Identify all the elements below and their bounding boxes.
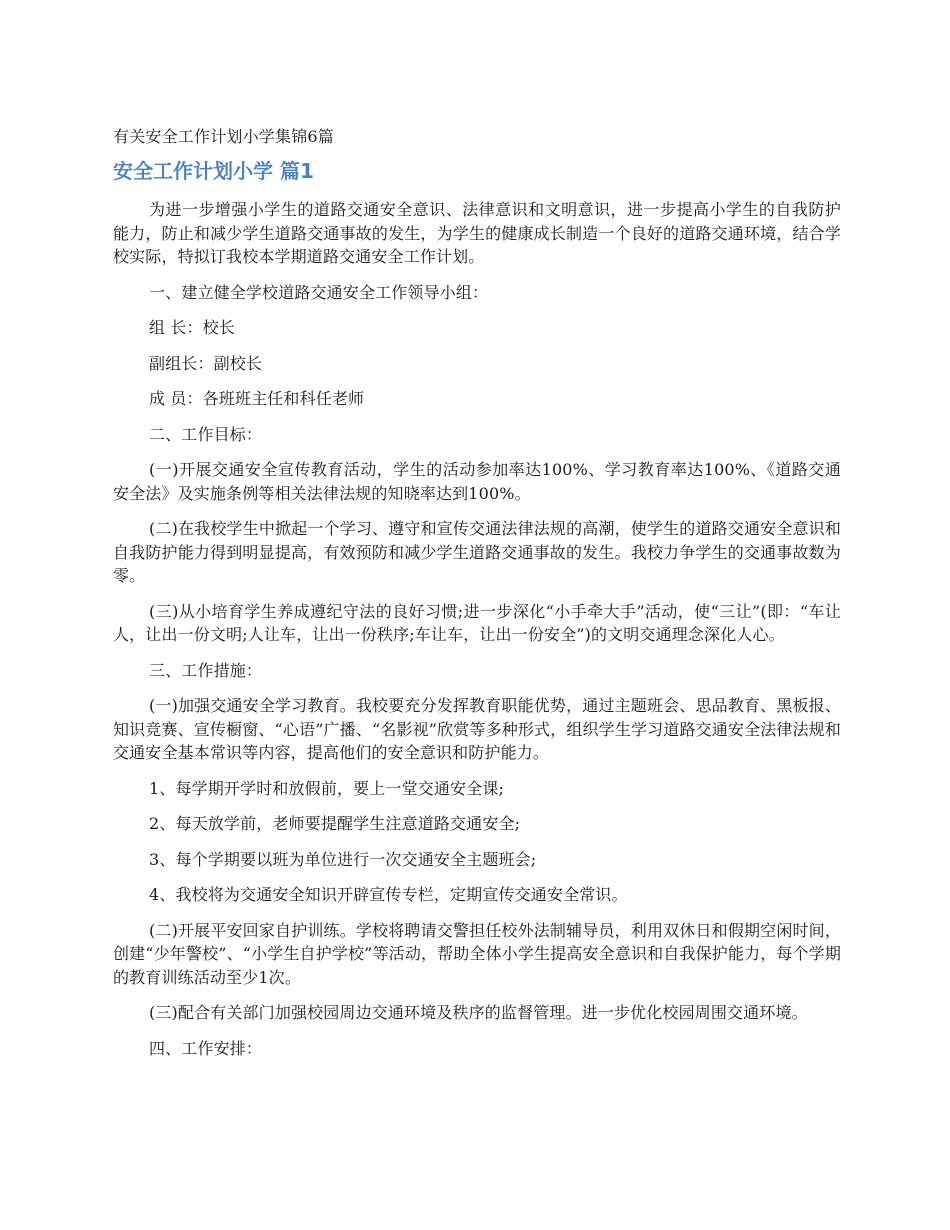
paragraph-goal-3: (三)从小培育学生养成遵纪守法的良好习惯;进一步深化“小手牵大手”活动，使“三让”(即：“车让人，让出一份文明;人让车，让出一份秩序;车让车，让出一份安全”)的文明交通理念深化人心。 bbox=[113, 601, 841, 644]
paragraph-section-2-heading: 二、工作目标： bbox=[149, 424, 263, 444]
paragraph-leader: 组 长：校长 bbox=[149, 318, 235, 337]
paragraph-goal-2: (二)在我校学生中掀起一个学习、遵守和宣传交通法律法规的高潮，使学生的道路交通安全意识和自我防护能力得到明显提高，有效预防和减少学生道路交通事故的发生。我校力争学生的交通事故数为零。 bbox=[113, 519, 841, 585]
paragraph-members: 成 员：各班班主任和科任老师 bbox=[149, 389, 365, 408]
paragraph-intro: 为进一步增强小学生的道路交通安全意识、法律意识和文明意识，进一步提高小学生的自我防护能力，防止和减少学生道路交通事故的发生，为学生的健康成长制造一个良好的道路交通环境，结合学校实际，特拟订我校本学期道路交通安全工作计划。 bbox=[113, 200, 841, 266]
paragraph-measure-3: (三)配合有关部门加强校园周边交通环境及秩序的监督管理。进一步优化校园周围交通环境。 bbox=[149, 1003, 808, 1022]
paragraph-goal-1: (一)开展交通安全宣传教育活动，学生的活动参加率达100%、学习教育率达100%、《道路交通安全法》及实施条例等相关法律法规的知晓率达到100%。 bbox=[113, 460, 841, 503]
paragraph-section-1-heading: 一、建立健全学校道路交通安全工作领导小组： bbox=[149, 282, 489, 302]
paragraph-measure-1-item-2: 2、每天放学前，老师要提醒学生注意道路交通安全; bbox=[149, 814, 521, 833]
paragraph-measure-1-item-3: 3、每个学期要以班为单位进行一次交通安全主题班会; bbox=[149, 849, 537, 869]
paragraph-section-3-heading: 三、工作措施： bbox=[149, 660, 263, 680]
paragraph-measure-1: (一)加强交通安全学习教育。我校要充分发挥教育职能优势，通过主题班会、思品教育、黑板报、知识竞赛、宣传橱窗、“心语”广播、“名影视”欣赏等多种形式，组织学生学习道路交通安全法律法规和交通安全基本常识等内容，提高他们的安全意识和防护能力。 bbox=[113, 696, 841, 762]
paragraph-measure-1-item-1: 1、每学期开学时和放假前，要上一堂交通安全课; bbox=[149, 778, 505, 798]
paragraph-measure-1-item-4: 4、我校将为交通安全知识开辟宣传专栏，定期宣传交通安全常识。 bbox=[149, 885, 628, 904]
paragraph-measure-2: (二)开展平安回家自护训练。学校将聘请交警担任校外法制辅导员，利用双休日和假期空闲时间，创建“少年警校”、“小学生自护学校”等活动，帮助全体小学生提高安全意识和自我保护能力，每个学期的教育训练活动至少1次。 bbox=[113, 920, 841, 987]
document-title: 有关安全工作计划小学集锦6篇 bbox=[113, 127, 334, 146]
paragraph-deputy-leader: 副组长：副校长 bbox=[149, 353, 263, 373]
paragraph-section-4-heading: 四、工作安排： bbox=[149, 1038, 263, 1058]
document-content bbox=[113, 122, 841, 1072]
section-heading: 安全工作计划小学 篇1 bbox=[113, 159, 314, 183]
